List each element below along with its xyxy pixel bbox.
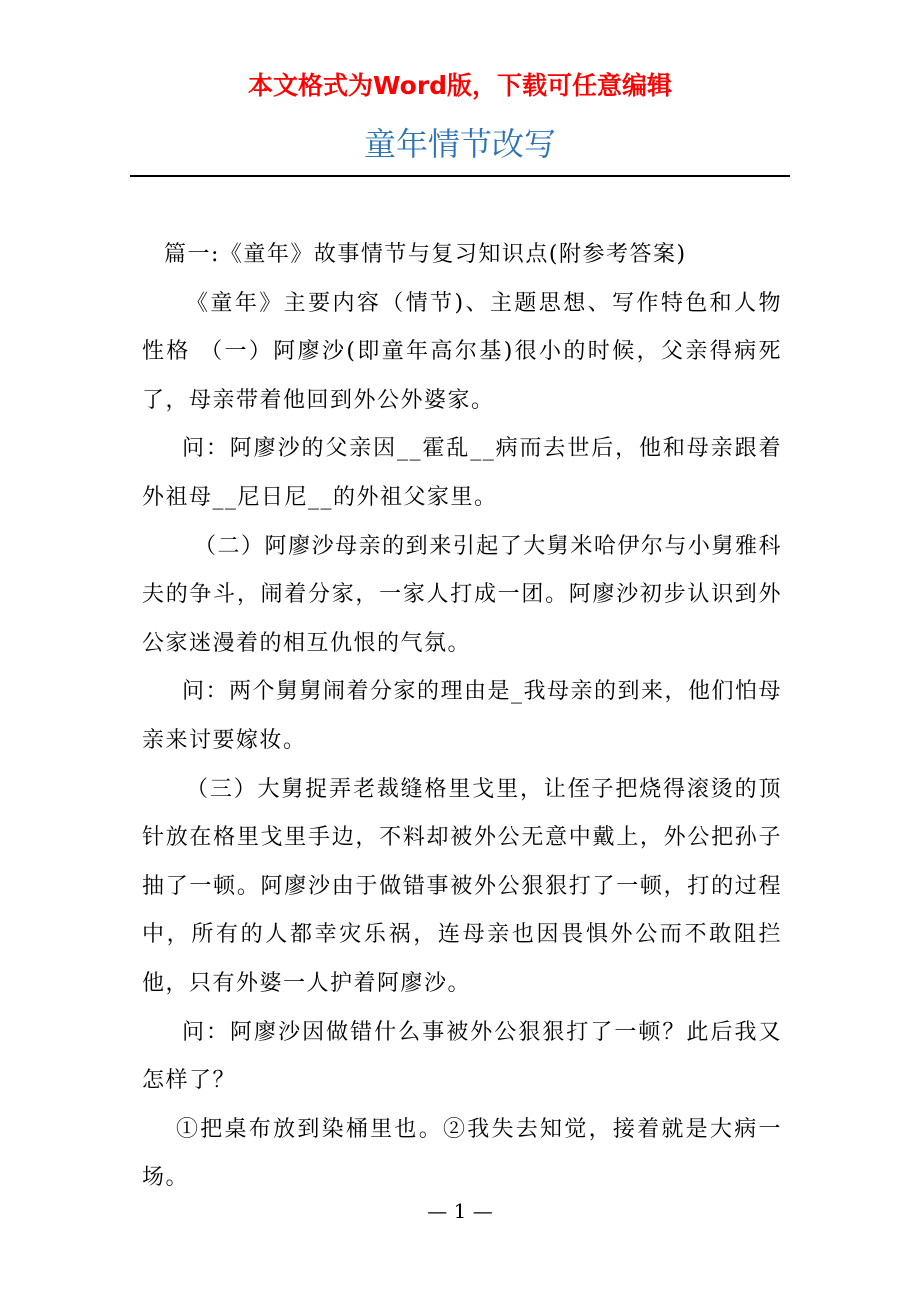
body-paragraph: （三）大舅捉弄老裁缝格里戈里，让侄子把烧得滚烫的顶针放在格里戈里手边，不料却被外公无意中戴上，外公把孙子抽了一顿。阿廖沙由于做错事被外公狠狠打了一顿，打的过程中，所有的人都幸灾乐祸，连母亲也因畏惧外公而不敢阻拦他，只有外婆一人护着阿廖沙。: [142, 776, 782, 996]
body-paragraph: ①把桌布放到染桶里也。②我失去知觉，接着就是大病一场。: [142, 1116, 782, 1191]
document-banner: 本文格式为Word版，下载可任意编辑: [247, 71, 673, 100]
body-paragraph: 问：阿廖沙的父亲因__霍乱__病而去世后，他和母亲跟着外祖母__尼日尼__的外祖父家里。: [142, 436, 782, 510]
body-paragraph: （二）阿廖沙母亲的到来引起了大舅米哈伊尔与小舅雅科夫的争斗，闹着分家，一家人打成一团。阿廖沙初步认识到外公家迷漫着的相互仇恨的气氛。: [142, 533, 782, 656]
document-body: [142, 231, 782, 1203]
body-paragraph: 问：阿廖沙因做错什么事被外公狠狠打了一顿？此后我又怎样了？: [142, 1019, 782, 1094]
title-divider: [130, 175, 790, 177]
body-paragraph: 篇一:《童年》故事情节与复习知识点(附参考答案): [164, 242, 687, 267]
body-paragraph: 《童年》主要内容（情节)、主题思想、写作特色和人物性格 （一）阿廖沙(即童年高尔基)很小的时候，父亲得病死了，母亲带着他回到外公外婆家。: [142, 290, 782, 413]
page-number: — 1 —: [427, 1199, 493, 1223]
body-paragraph: 问：两个舅舅闹着分家的理由是_我母亲的到来，他们怕母亲来讨要嫁妆。: [142, 679, 783, 753]
document-title: 童年情节改写: [363, 125, 556, 163]
